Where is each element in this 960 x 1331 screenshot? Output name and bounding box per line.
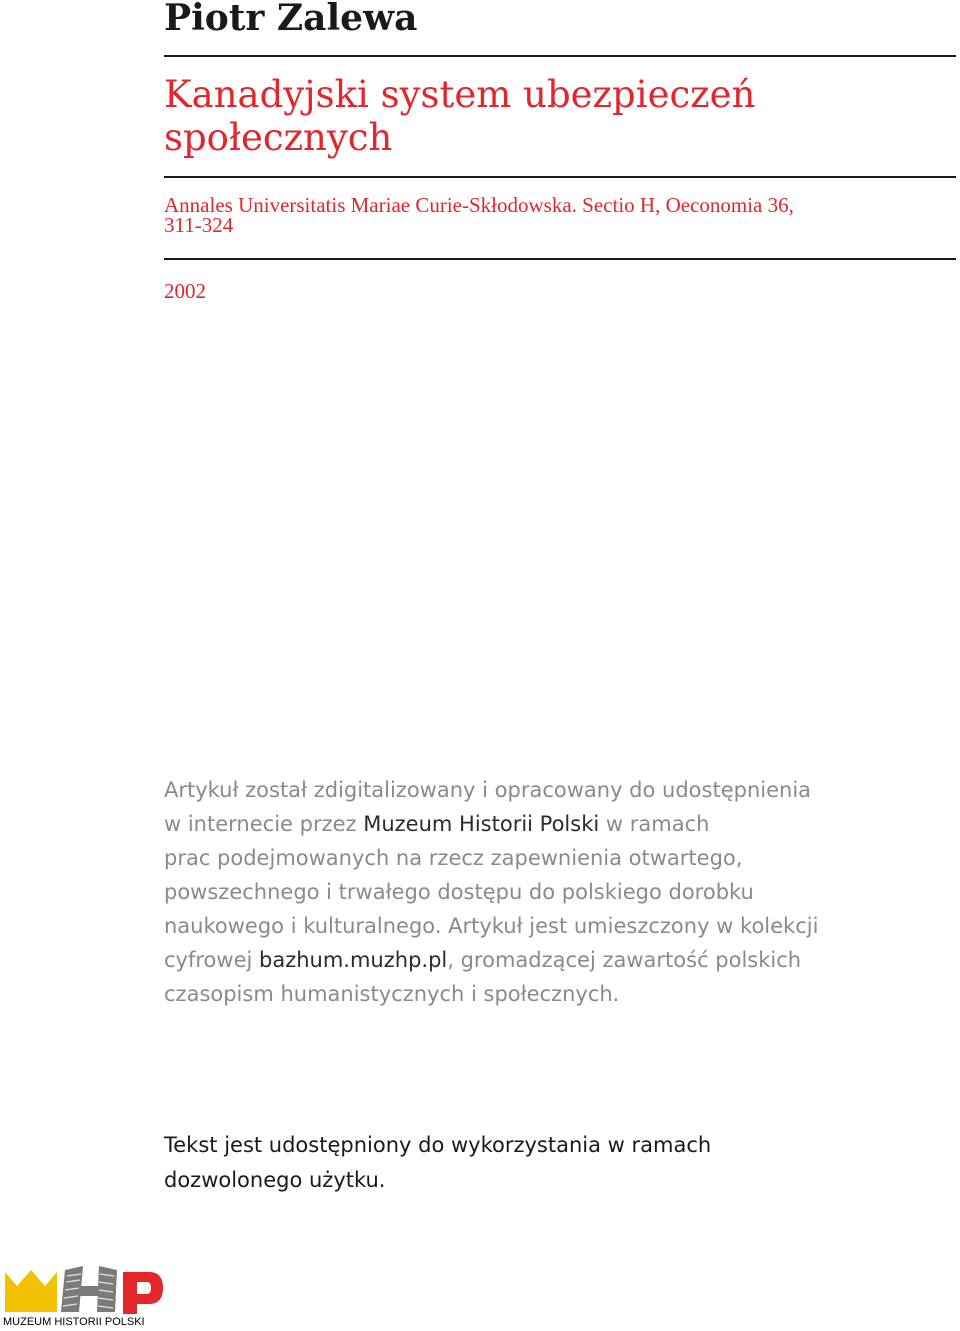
license-line: Tekst jest udostępniony do wykorzystania w ramach — [164, 1133, 712, 1157]
notice-line — [164, 807, 944, 841]
notice-line: naukowego i kulturalnego. Artykuł jest umieszczony w kolekcji — [164, 914, 819, 938]
notice-line: Artykuł został zdigitalizowany i opracowany do udostępnienia — [164, 778, 812, 802]
divider — [164, 258, 956, 260]
notice-text: w ramach — [599, 812, 710, 836]
bazhum-link[interactable]: bazhum.muzhp.pl — [259, 948, 448, 972]
source-citation — [164, 195, 794, 235]
article-title — [164, 73, 924, 159]
notice-line: prac podejmowanych na rzecz zapewnienia otwartego, — [164, 846, 743, 870]
notice-line — [164, 943, 944, 977]
notice-line: czasopism humanistycznych i społecznych. — [164, 982, 620, 1006]
author-name: Piotr Zalewa — [164, 0, 418, 39]
logo-p-shape — [123, 1272, 163, 1314]
notice-text: w internecie przez — [164, 812, 364, 836]
divider — [164, 176, 956, 178]
digitization-notice — [164, 773, 944, 1011]
title-line: Kanadyjski system ubezpieczeń — [164, 73, 756, 116]
license-line: dozwolonego użytku. — [164, 1168, 386, 1192]
logo-crown-shape — [5, 1270, 57, 1312]
source-line: Annales Universitatis Mariae Curie-Skłodowska. Sectio H, Oeconomia 36, — [164, 193, 794, 217]
license-note — [164, 1128, 944, 1198]
museum-name: Muzeum Historii Polski — [363, 812, 600, 836]
divider — [164, 55, 956, 57]
notice-text: , gromadzącej zawartość polskich — [447, 948, 802, 972]
notice-line: powszechnego i trwałego dostępu do polskiego dorobku — [164, 880, 754, 904]
title-line: społecznych — [164, 116, 393, 159]
logo-caption: MUZEUM HISTORII POLSKI — [3, 1316, 145, 1328]
source-line: 311-324 — [164, 213, 234, 237]
publication-year: 2002 — [164, 279, 206, 303]
notice-text: cyfrowej — [164, 948, 259, 972]
